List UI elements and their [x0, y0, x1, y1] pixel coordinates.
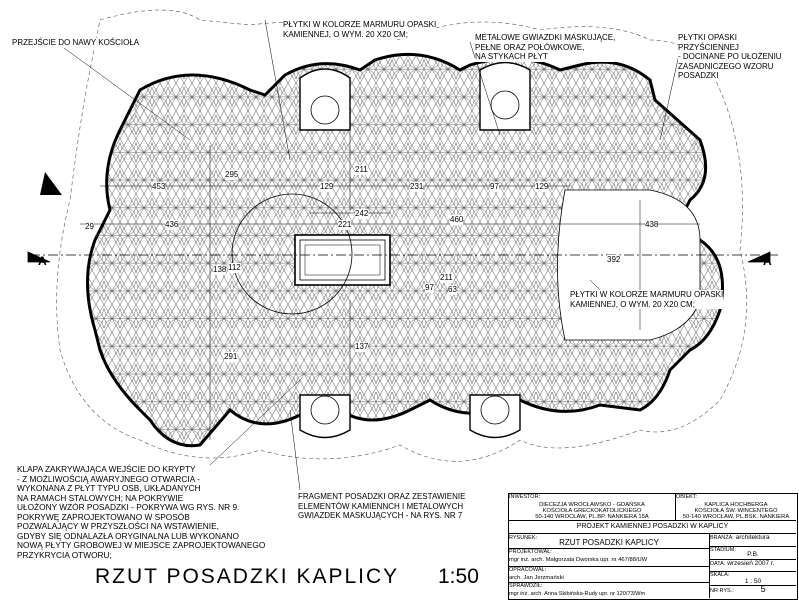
dim-label: 295 [225, 170, 239, 179]
dim-label: 231 [410, 182, 424, 191]
note-metal-stars: METALOWE GWIAZDKI MASKUJĄCE, PEŁNE ORAZ POŁÓWKOWE, NA STYKACH PŁYT [475, 33, 616, 61]
drawing-label: RYSUNEK: [509, 535, 538, 541]
investor-label: INWESTOR: [509, 494, 541, 500]
crypt-flap [295, 235, 390, 285]
investor: DIECEZJA WROCŁAWSKO - GDAŃSKA KOŚCIOŁA GRECKOKATOLICKIEGO 50-140 WROCŁAW, PL.BP. NANKIERA 15A [535, 501, 649, 521]
phase: P.B. [747, 550, 759, 558]
dim-label: 211 [440, 273, 453, 282]
dim-label: 438 [645, 220, 659, 229]
date: wrzesień 2007 r. [727, 560, 775, 567]
title-block-scale: 1 : 50 [744, 577, 762, 585]
dim-label: 436 [165, 220, 179, 229]
checked-label: SPRAWDZIŁ: [509, 583, 543, 589]
dim-label: 129 [320, 182, 334, 191]
dim-label: 211 [355, 165, 368, 174]
dim-label: 63 [448, 285, 457, 294]
drawing-scale: 1:50 [438, 565, 479, 588]
object-label: OBIEKT: [676, 494, 698, 500]
designed-label: PROJEKTOWAŁ: [509, 549, 552, 555]
title-block [508, 493, 798, 600]
dim-label: 29 [85, 222, 94, 231]
dim-label: 129 [535, 182, 549, 191]
branch: architektura [735, 534, 770, 541]
dim-label: 221 [338, 220, 352, 229]
section-mark-right: A [763, 254, 772, 268]
passage-arrow [40, 172, 62, 195]
branch-label: BRANŻA: [710, 535, 734, 541]
dim-label: 138 [213, 265, 227, 274]
note-crypt-flap: KLAPA ZAKRYWAJĄCA WEJŚCIE DO KRYPTY - Z MOŻLIWOŚCIĄ AWARYJNEGO OTWARCIA - WYKONANA Z PŁYT TYPU OSB, UKŁADANYCH NA RAMACH STALOWYCH; NA POKRYWIE UŁOŻONY WZÓR POSADZKI - POKRYWA WG RYS. NR 9. POKRYWĘ ZAPROJEKTOWANO W SPOSÓB POZWALAJĄCY W PRZYSZŁOŚCI NA WSTAWIENIE, GDYBY SIĘ ODNALAZŁA ORYGINALNA LUB WYKONANO NOWĄ PŁYTY GROBOWEJ W MIEJSCE ZAPROJEKTOWANEGO PRZYKRYCIA OTWORU; [17, 464, 266, 560]
phase-label: STADIUM: [710, 547, 736, 553]
dim-label: 460 [450, 215, 464, 224]
scale-label: SKALA: [710, 572, 730, 578]
dim-label: 392 [607, 255, 621, 264]
dim-label: 97 [425, 283, 434, 292]
note-fragment: FRAGMENT POSADZKI ORAZ ZESTAWIENIE ELEMENTÓW KAMIENNCH I METALOWYCH GWIAZDEK MASKUJĄCYCH - NA RYS. NR 7 [298, 492, 466, 520]
date-label: DATA: [710, 561, 726, 567]
dim-label: 97 [490, 182, 499, 191]
note-wall-tiles: PŁYTKI OPASKI PRZYŚCIENNEJ - DOCINANE PO UŁOŻENIU ZASADNICZEGO WZORU POSADZKI [678, 33, 799, 81]
dim-label: 291 [224, 352, 238, 361]
dim-label: 242 [355, 209, 369, 218]
dim-label: 453 [152, 182, 166, 191]
project: PROJEKT KAMIENNEJ POSADZKI W KAPLICY [576, 523, 729, 530]
note-passage: PRZEJŚCIE DO NAWY KOŚCIOŁA [12, 38, 140, 47]
object: KAPLICA HOCHBERGA KOŚCIOŁA ŚW. WINCENTEGO 50-140 WROCŁAW, PL.BSK. NANKIERA [682, 501, 790, 521]
note-marble-tiles-top: PŁYTKI W KOLORZE MARMURU OPASKI KAMIENNEJ, O WYM. 20 X20 CM; [283, 20, 437, 39]
drawing-name: RZUT POSADZKI KAPLICY [559, 537, 659, 547]
dim-label: 112 [228, 263, 241, 272]
designer: mgr inż. arch. Małgorzata Dworska upr. nr 467/88/UW [509, 556, 648, 563]
dim-label: 137 [355, 342, 369, 351]
prepared-label: OPRACOWAŁ: [509, 567, 547, 573]
reserved-area [558, 190, 701, 340]
checker: mgr inż. arch. Anna Skibińska-Rudy upr. nr 120/73/Wm [509, 590, 646, 597]
preparer: arch. Jan Jerzmański [509, 574, 564, 581]
sheet-label: NR RYS.: [710, 588, 734, 594]
sheet-number: 5 [760, 586, 766, 594]
section-mark-left: A [38, 254, 47, 268]
note-marble-tiles-right: PŁYTKI W KOLORZE MARMURU OPASKI KAMIENNEJ, O WYM. 20 X20 CM; [570, 290, 724, 309]
drawing-title: RZUT POSADZKI KAPLICY [95, 565, 400, 588]
